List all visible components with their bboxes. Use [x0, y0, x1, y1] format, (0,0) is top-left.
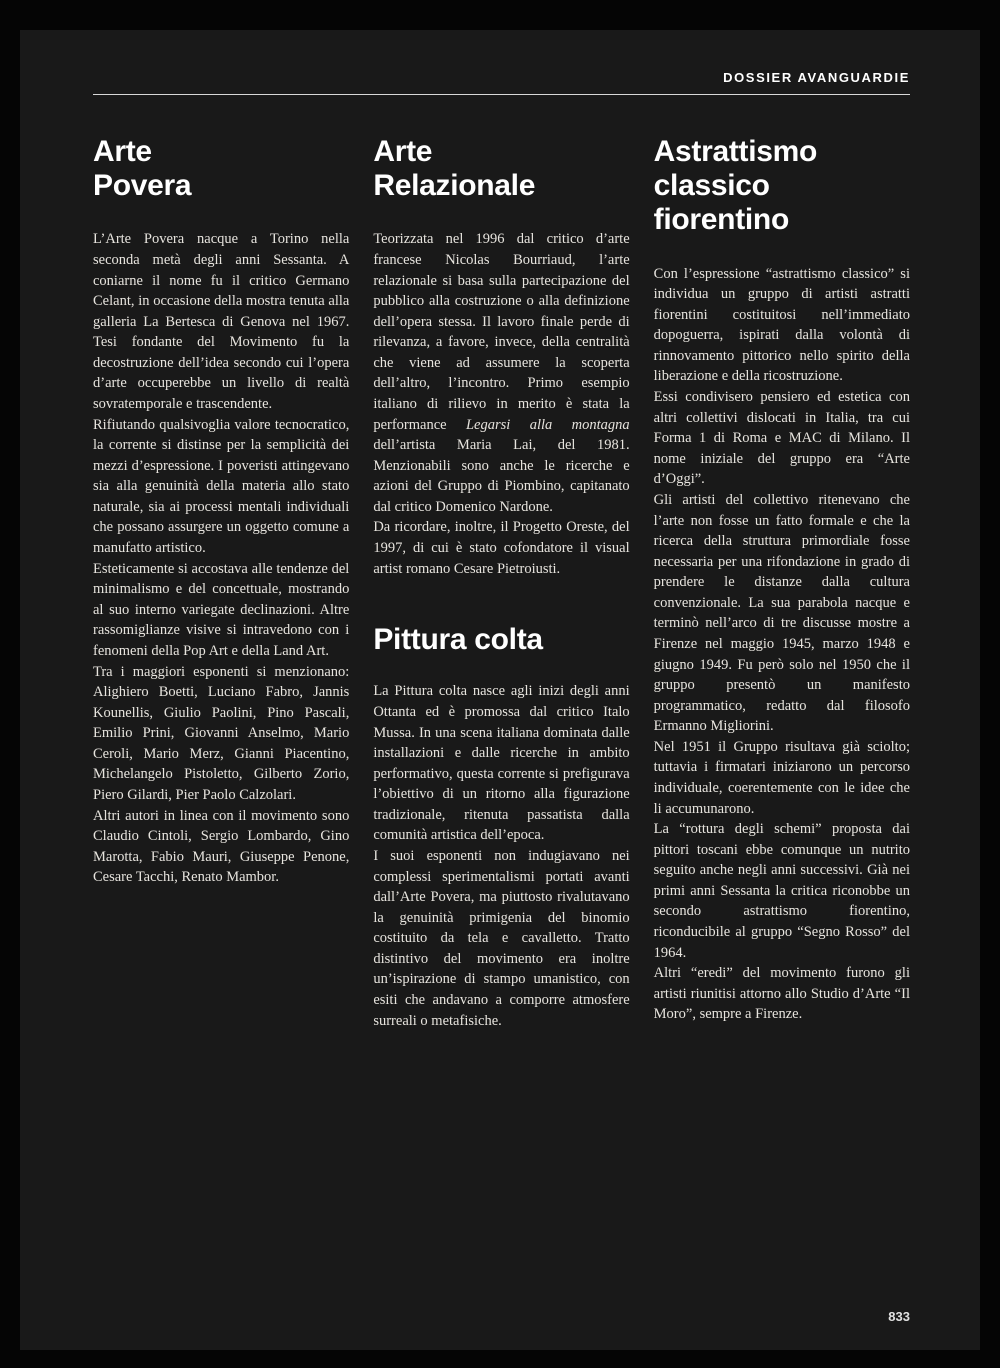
paragraph: L’Arte Povera nacque a Torino nella seconda metà degli anni Sessanta. A coniarne il nome fu il critico Germano Celant, in occasione della mostra tenuta alla galleria La Bertesca di Genova nel 1967. Tesi fondante del Movimento fu la decostruzione dell’idea secondo cui l’opera d’arte occuperebbe un livello di realtà sovratemporale e trascendente.: [93, 231, 350, 412]
title-line: Povera: [93, 169, 192, 203]
article-title-pittura-colta: Pittura colta: [373, 623, 543, 657]
paragraph: Essi condivisero pensiero ed estetica con altri collettivi dislocati in Italia, tra cui Forma 1 di Roma e MAC di Milano. Il nome iniziale del gruppo era “Arte d’Oggi”.: [653, 389, 910, 488]
paragraph: La Pittura colta nasce agli inizi degli anni Ottanta ed è promossa dal critico Italo Mussa. In una scena italiana dominata dalle installazioni e dalle ricerche in ambito performativo, questa corrente si prefigurava l’obiettivo di un ritorno alla figurazione tradizionale, ritenuta passatista dalla comunità artistica dell’epoca.: [373, 683, 630, 844]
page-number: 833: [888, 1309, 910, 1324]
title-line: Astrattismo: [653, 135, 818, 168]
paragraph: Da ricordare, inoltre, il Progetto Oreste, del 1997, di cui è stato cofondatore il visual artist romano Cesare Pietroiusti.: [373, 519, 630, 577]
paragraph: I suoi esponenti non indugiavano nei complessi sperimentalismi portati avanti dall’Arte Povera, ma piuttosto rivalutavano la genuinità primigenia del binomio costituito da tela e cavalletto. Tratto distintivo del movimento era inoltre un’ispirazione di stampo umanistico, con esiti che andavano a comporre atmosfere surreali o metafisiche.: [373, 848, 630, 1029]
title-line: fiorentino: [653, 203, 789, 237]
paragraph: Con l’espressione “astrattismo classico” si individua un gruppo di artisti astratti fiorentini costituitosi nell’immediato dopoguerra, ispirati dalla volontà di rinnovamento pittorico nello spirito della liberazione e della ricostruzione.: [653, 265, 910, 385]
paragraph: La “rottura degli schemi” proposta dai pittori toscani ebbe comunque un nutrito seguito anche negli anni successivi. Già nei primi anni Sessanta la critica riconobbe un secondo astrattismo fiorentino, riconducibile al gruppo “Segno Rosso” del 1964.: [653, 821, 910, 961]
column-astrattismo: [654, 135, 910, 1031]
dossier-kicker: DOSSIER AVANGUARDIE: [723, 70, 910, 85]
paragraph: Altri autori in linea con il movimento sono Claudio Cintoli, Sergio Lombardo, Gino Marotta, Fabio Mauri, Giuseppe Penone, Cesare Tacchi, Renato Mambor.: [93, 807, 350, 886]
paragraph: Altri “eredi” del movimento furono gli artisti riunitisi attorno allo Studio d’Arte “Il Moro”, sempre a Firenze.: [653, 965, 910, 1023]
article-title-arte-povera: [93, 135, 349, 203]
artwork-title-italic: Legarsi alla montagna: [465, 416, 630, 433]
paragraph: Esteticamente si accostava alle tendenze del minimalismo e del concettuale, mostrando al suo interno variegate declinazioni. Altre rassomiglianze visive si intravedono con i fenomeni della Pop Art e della Land Art.: [93, 560, 350, 659]
paragraph: Tra i maggiori esponenti si menzionano: Alighiero Boetti, Luciano Fabro, Jannis Kounellis, Giulio Paolini, Pino Pascali, Emilio Prini, Giovanni Anselmo, Mario Ceroli, Mario Merz, Gianni Piacentino, Michelangelo Pistoletto, Gilberto Zorio, Piero Gilardi, Pier Paolo Calzolari.: [93, 663, 350, 803]
title-line: Arte: [93, 135, 152, 168]
header-rule: [93, 94, 910, 95]
title-line: Relazionale: [373, 169, 536, 203]
title-line: classico: [653, 169, 770, 203]
article-title-astrattismo: [654, 135, 910, 238]
paragraph: [373, 229, 629, 517]
paragraph: Rifiutando qualsivoglia valore tecnocratico, la corrente si distinse per la semplicità dei mezzi d’espressione. I poveristi attingevano sia alla genuinità della materia allo stato naturale, sia ai processi mentali individuali che possano assurgere un oggetto comune a manufatto artistico.: [93, 416, 350, 557]
page-header: [93, 70, 910, 95]
article-title-arte-relazionale: [373, 135, 629, 203]
article-columns: [93, 135, 910, 1031]
paragraph-text: dell’artista Maria Lai, del 1981. Menzionabili sono anche le ricerche e azioni del Gruppo di Piombino, capitanato dal critico Domenico Nardone.: [373, 437, 630, 515]
title-line: Arte: [373, 135, 433, 168]
page-surface: [20, 30, 980, 1350]
column-arte-povera: [93, 135, 349, 1031]
paragraph: Gli artisti del collettivo ritenevano che l’arte non fosse un fatto formale e che la ricerca della struttura primordiale fosse necessaria per una rifondazione in grado di prendere le distanze dalla cultura convenzionale. La sua parabola nacque e terminò nell’arco di tre discusse mostre a Firenze nel maggio 1945, marzo 1948 e giugno 1949. Fu però solo nel 1950 che il gruppo presentò un manifesto programmatico, redatto dal filosofo Ermanno Migliorini.: [653, 491, 910, 735]
column-arte-relazionale: [373, 135, 629, 1031]
paragraph: Nel 1951 il Gruppo risultava già sciolto; tuttavia i firmatari iniziarono un percorso individuale, coerentemente con le idee che li accumunarono.: [653, 738, 910, 817]
paragraph-text: Teorizzata nel 1996 dal critico d’arte francese Nicolas Bourriaud, l’arte relazionale si basa sulla partecipazione del pubblico alla costruzione o alla definizione dell’opera stessa. Il lavoro finale perde di rilevanza, a favore, invece, della centralità che viene ad assumere la scoperta dell’altro, l’incontro. Primo esempio italiano di rilievo in merito è stata la performance: [373, 231, 630, 433]
